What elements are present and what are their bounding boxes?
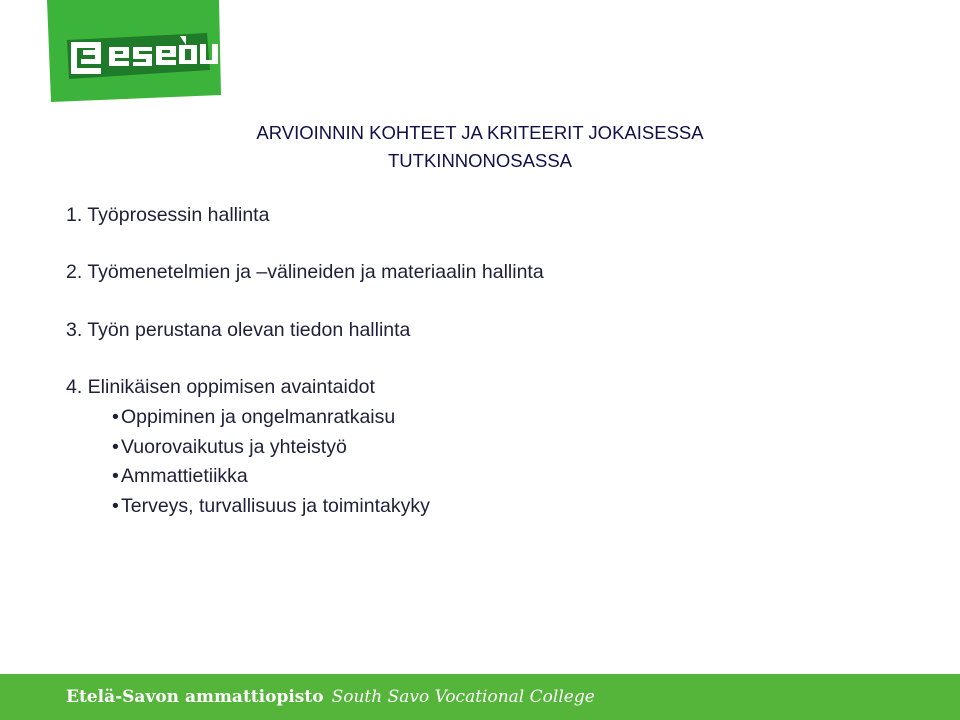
footer-text [66, 685, 595, 709]
key-skills-list [112, 403, 430, 521]
list-item [112, 403, 430, 433]
list-item-label: Oppiminen ja ongelmanratkaisu [121, 406, 396, 428]
list-item-label: Vuorovaikutus ja yhteistyö [121, 435, 347, 458]
criteria-item-3: 3. Työn perustana olevan tiedon hallinta [66, 319, 411, 341]
esedu-logo [47, 0, 221, 102]
bullet-icon: • [112, 494, 119, 517]
slide-title [100, 119, 860, 175]
list-item-label: Terveys, turvallisuus ja toimintakyky [121, 494, 430, 517]
footer-institution-name: Etelä-Savon ammattiopisto [66, 687, 324, 707]
footer-bar [0, 674, 960, 720]
list-item [112, 492, 430, 522]
footer-institution-english: South Savo Vocational College [331, 687, 595, 707]
bullet-icon: • [112, 435, 119, 458]
criteria-item-1: 1. Työprosessin hallinta [66, 204, 270, 226]
list-item [112, 462, 430, 492]
list-item [112, 433, 430, 463]
criteria-item-4: 4. Elinikäisen oppimisen avaintaidot [66, 376, 375, 398]
criteria-item-2: 2. Työmenetelmien ja –välineiden ja materiaalin hallinta [66, 261, 544, 283]
title-line-2: TUTKINNONOSASSA [388, 150, 572, 171]
title-line-1: ARVIOINNIN KOHTEET JA KRITEERIT JOKAISESSA [256, 122, 704, 143]
bullet-icon: • [112, 406, 119, 428]
list-item-label: Ammattietiikka [121, 465, 248, 487]
bullet-icon: • [112, 465, 119, 487]
